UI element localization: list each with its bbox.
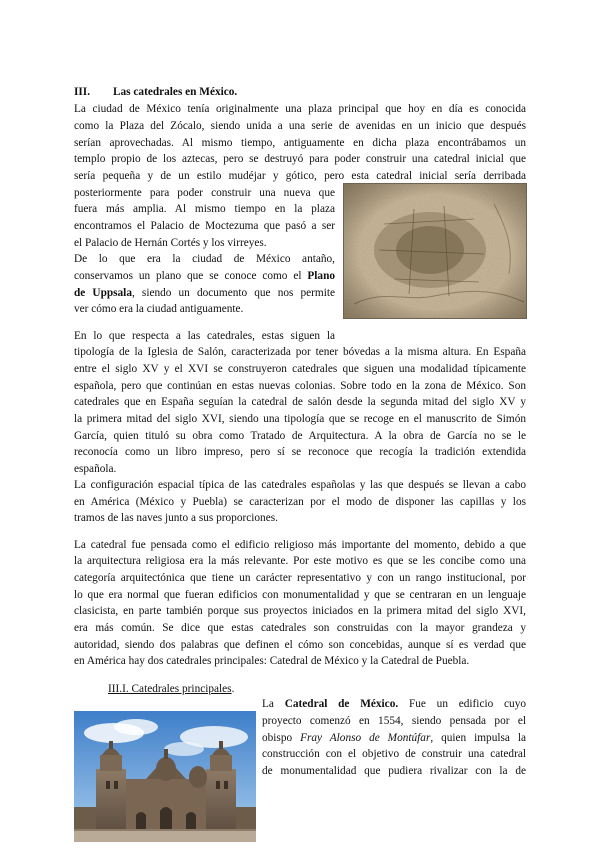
- plan-name: Plano: [307, 270, 335, 282]
- paragraph-line: sería pequeña y de un estilo mudéjar y gótico, pero esta catedral inicial sería derribada: [74, 170, 526, 182]
- paragraph-line: posteriormente para poder construir una nueva que: [74, 187, 335, 199]
- section-title: Las catedrales en México.: [113, 86, 238, 98]
- paragraph-line: clasicista, en parte también porque sus proyectos iniciados en la primera mitad del siglo XVI,: [74, 605, 526, 617]
- cathedral-name: Catedral de México.: [284, 698, 399, 710]
- paragraph-line: como la Plaza del Zócalo, siendo unida a una serie de avenidas en un inicio que después: [74, 120, 526, 132]
- paragraph-line: la arquitectura religiosa era la más relevante. Por este motivo es que se les concibe como una: [74, 555, 526, 567]
- text-span: conservamos un plano que se conoce como el: [74, 270, 308, 282]
- paragraph-line: autoridad, siendo dos palabras que definen el cómo son concebidas, aunque sí es verdad que: [74, 639, 526, 651]
- section-heading: [74, 84, 526, 101]
- paragraph-line: la primera mitad del siglo XVI, siendo una tipología que se recoge en el manuscrito de Simón: [74, 413, 526, 425]
- paragraph-line: tramos de las naves junto a sus proporciones.: [74, 512, 278, 524]
- uppsala-map-image: [343, 183, 527, 319]
- subsection-heading: [108, 681, 234, 698]
- paragraph-line: [262, 696, 526, 713]
- text-span: .: [231, 683, 235, 695]
- paragraph-line: serían aprovechadas. Al mismo tiempo, antiguamente en dicha plaza encontrábamos un: [74, 137, 526, 149]
- cathedral-photo: [74, 711, 256, 842]
- paragraph-line: catedrales que en España seguían la catedral de salón desde la segunda mitad del siglo XV y: [74, 396, 526, 408]
- paragraph-line: de monumentalidad que pudiera rivalizar con la de: [262, 765, 526, 777]
- cathedral-illustration: [74, 711, 256, 842]
- paragraph-line: La configuración espacial típica de las catedrales españolas y las que después se llevan a cabo: [74, 479, 526, 491]
- paragraph-line: española, pero que continúan en estas nuevas colonias. Sobre todo en la zona de México. Son: [74, 380, 526, 392]
- paragraph-line: el Palacio de Hernán Cortés y los virreyes.: [74, 237, 267, 249]
- paragraph-line: La ciudad de México tenía originalmente una plaza principal que hoy en día es conocida: [74, 103, 526, 115]
- paragraph-line: española.: [74, 463, 117, 475]
- subsection-title: III.I. Catedrales principales: [108, 683, 232, 695]
- paragraph-line: La catedral fue pensada como el edificio religioso más importante del momento, debido a que: [74, 539, 526, 551]
- text-span: , siendo un documento que nos permite: [131, 287, 336, 299]
- paragraph-line: proyecto comenzó en 1554, siendo pensada por el: [262, 715, 526, 727]
- paragraph-line: encontramos el Palacio de Moctezuma que pasó a ser: [74, 220, 335, 232]
- paragraph-line: categoría arquitectónica que tiene un carácter representativo y con un rango institucional, por: [74, 572, 526, 584]
- paragraph-line: templo propio de los aztecas, pero se destruyó para poder construir una catedral inicial que: [74, 153, 526, 165]
- section-number: III.: [74, 86, 91, 98]
- paragraph-line: entre el siglo XV y el XVI se construyeron catedrales que siguen una modalidad típicamente: [74, 363, 526, 375]
- paragraph-line: De lo que era la ciudad de México antaño,: [74, 253, 335, 265]
- paragraph-line: reconocía como un libro impreso, pero sí se reconoce que recogía la tradición extendida: [74, 446, 526, 458]
- paragraph-line: En lo que respecta a las catedrales, estas siguen la: [74, 330, 335, 342]
- text-span: La: [262, 698, 285, 710]
- text-span: , quien impulsa la: [430, 732, 526, 744]
- text-span: obispo: [262, 732, 301, 744]
- paragraph-line: ver cómo era la ciudad antiguamente.: [74, 303, 244, 315]
- plan-name: de Uppsala: [74, 287, 132, 299]
- paragraph-line: construcción con el objetivo de construir una catedral: [262, 748, 526, 760]
- bishop-name: Fray Alonso de Montúfar: [300, 732, 431, 744]
- paragraph-line: [74, 285, 335, 302]
- paragraph-line: García, quien tituló su obra como Tratado de Arquitectura. A la obra de García no se le: [74, 430, 526, 442]
- paragraph-line: lo que era normal que fueran edificios con monumentalidad y que se centraran en un lenguaje: [74, 589, 526, 601]
- paragraph-line: era más común. Se dice que estas catedrales son construidas con la mayor grandeza y: [74, 622, 526, 634]
- paragraph-line: fuera más amplia. Al mismo tiempo en la plaza: [74, 203, 335, 215]
- map-illustration: [344, 184, 527, 319]
- paragraph-line: tipología de la Iglesia de Salón, caracterizada por tener bóvedas a la misma altura. En España: [74, 346, 526, 358]
- paragraph-line: en América (México y Puebla) se caracterizan por el modo de disponer las capillas y los: [74, 496, 526, 508]
- text-span: Fue un edificio cuyo: [398, 698, 526, 710]
- paragraph-line: en América hay dos catedrales principales: Catedral de México y la Catedral de Puebla.: [74, 655, 470, 667]
- paragraph-line: [74, 268, 335, 285]
- paragraph-line: [262, 730, 526, 747]
